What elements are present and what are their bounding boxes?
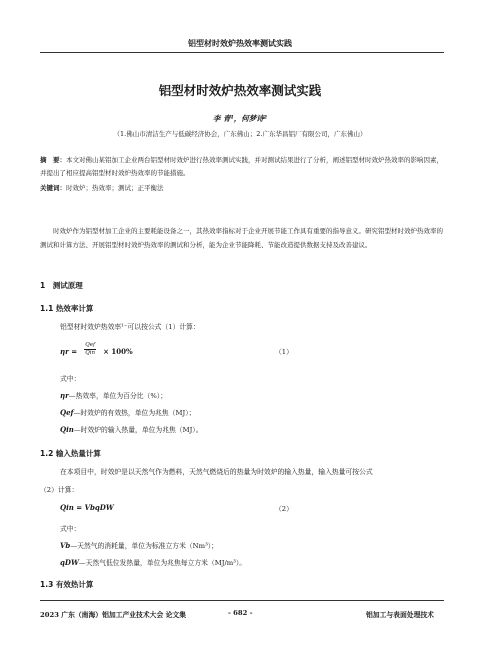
paper-title: 铝型材时效炉热效率测试实践 — [158, 83, 322, 98]
equation-2: Qin = VbqDW — [60, 503, 114, 512]
section-1-2-text-line1: 在本项目中，时效炉是以天然气作为燃料，天然气燃烧后的热量为时效炉的输入热量，输入热量可按公式 — [60, 468, 373, 476]
definition-qin — [60, 424, 203, 434]
abstract — [40, 154, 444, 180]
page-number: - 682 - — [228, 609, 253, 617]
footer-right: 铝加工与表面处理技术 — [366, 611, 434, 619]
def-eta-symbol: ηr — [60, 391, 69, 400]
eq1-fraction — [84, 342, 96, 357]
section-heading-1-1: 1.1 热效率计算 — [40, 304, 94, 313]
def-qin-text: —时效炉的输入热量，单位为兆焦（MJ）。 — [73, 426, 203, 434]
def-qef-symbol: Qef — [60, 408, 74, 417]
eq1-numerator: Qef — [85, 342, 95, 348]
definition-qef — [60, 407, 195, 417]
def-qin-symbol: Qin — [60, 425, 74, 434]
eq1-lhs: ηr = — [60, 347, 78, 356]
def-eta-text: —热效率，单位为百分比（%）； — [68, 392, 167, 400]
section-heading-1-2: 1.2 输入热量计算 — [40, 449, 101, 458]
equation-1 — [60, 339, 133, 358]
where-label-1: 式中： — [60, 375, 81, 383]
definition-vb — [60, 540, 218, 550]
section-1-2-text-line2: （2）计算： — [40, 486, 79, 494]
abstract-label: 摘 要： — [40, 156, 66, 164]
def-vb-text: —天然气的消耗量，单位为标准立方米（Nm³）； — [70, 542, 218, 550]
intro-paragraph: 时效炉作为铝型材加工企业的主要耗能设备之一，其热效率指标对于企业开展节能工作具有重要的指导意义。研究铝型材时效炉热效率的测试和计算方法、开展铝型材时效炉热效率的测试和分析，能为企业节能降耗、节能改造提供数据支持及改善建议。 — [40, 227, 443, 249]
authors: 李 青¹，何梦诗² — [212, 114, 268, 123]
where-label-2: 式中： — [60, 525, 81, 533]
equation-1-number: （1） — [275, 348, 293, 356]
header-rule — [40, 52, 444, 53]
def-qdw-symbol: qDW — [60, 558, 79, 567]
section-heading-1-3: 1.3 有效热计算 — [40, 580, 94, 589]
abstract-text: 本文对佛山某铝加工企业两台铝型材时效炉进行热效率测试实践，并对测试结果进行了分析，阐述铝型材时效炉热效率的影响因素，并提出了相应提高铝型材时效炉热效率的节能措施。 — [40, 156, 443, 177]
definition-eta — [60, 390, 167, 400]
keywords — [40, 183, 164, 192]
def-qdw-text: —天然气低位发热量，单位为兆焦每立方米（MJ/m³）。 — [78, 559, 247, 567]
footer-rule — [40, 600, 444, 601]
section-1-1-text: 铝型材时效炉热效率¹⁻可以按公式（1）计算： — [60, 323, 200, 331]
keywords-label: 关键词： — [40, 184, 66, 192]
def-qef-text: —时效炉的有效热，单位为兆焦（MJ）； — [73, 409, 196, 417]
affiliation: （1.佛山市清洁生产与低碳经济协会，广东佛山；2.广东华昌铝厂有限公司，广东佛山） — [113, 130, 367, 138]
equation-2-number: （2） — [275, 505, 293, 513]
eq1-rhs: × 100% — [103, 347, 133, 356]
running-header: 铝型材时效炉热效率测试实践 — [188, 38, 292, 48]
def-vb-symbol: Vb — [60, 541, 71, 550]
keywords-text: 时效炉；热效率；测试；正平衡法 — [66, 184, 164, 192]
section-heading-1: 1 测试原理 — [40, 281, 83, 290]
definition-qdw — [60, 557, 246, 567]
eq1-denominator: Qin — [85, 350, 95, 356]
footer-left: 2023 广东（南海）铝加工产业技术大会 论文集 — [40, 611, 186, 619]
